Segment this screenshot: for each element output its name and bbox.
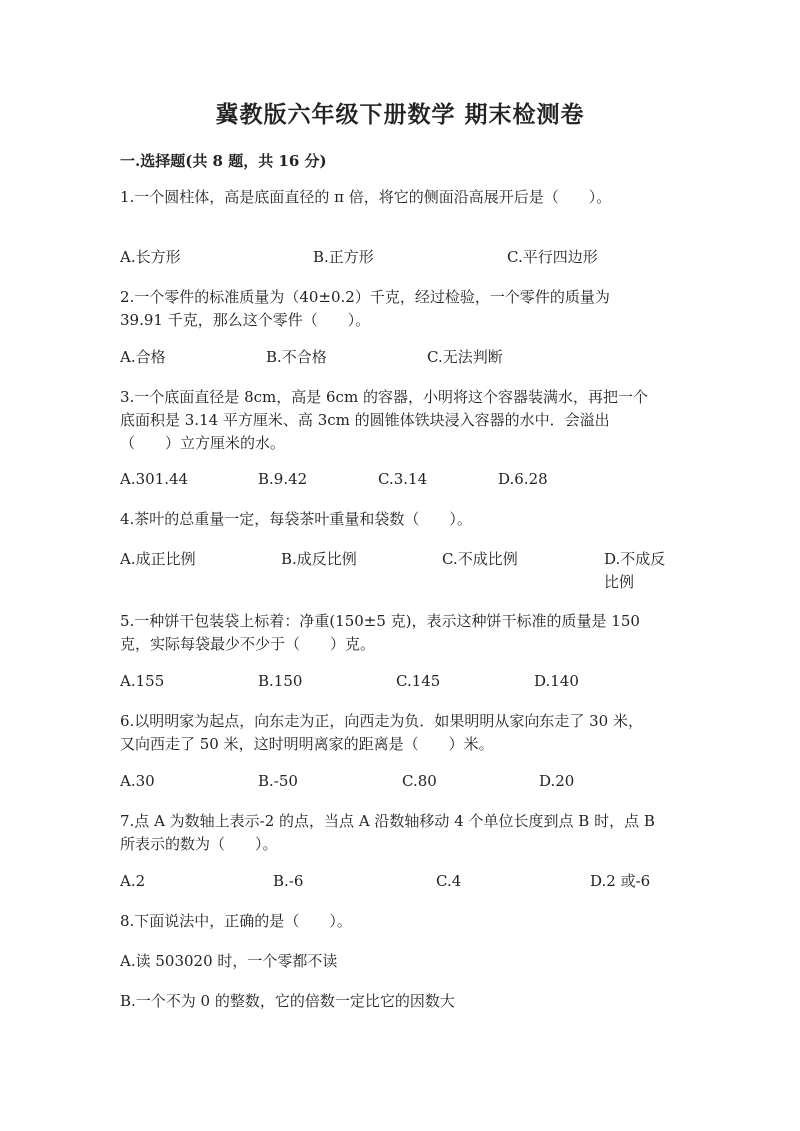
question-3-option-b[interactable]: B.9.42	[258, 470, 308, 488]
question-8	[120, 910, 680, 933]
question-7-option-a[interactable]: A.2	[120, 872, 146, 890]
question-2	[120, 286, 680, 332]
question-5-text-line-2: 克，实际每袋最少不少于（ ）克。	[120, 635, 376, 653]
question-1-option-a[interactable]: A.长方形	[120, 248, 181, 266]
question-4	[120, 508, 680, 531]
question-1-option-b[interactable]: B.正方形	[313, 248, 374, 266]
question-3	[120, 386, 680, 455]
question-4-option-a[interactable]: A.成正比例	[120, 550, 196, 568]
question-3-text-line-2: 底面积是 3.14 平方厘米、高 3cm 的圆锥体铁块浸入容器的水中．会溢出	[120, 411, 610, 429]
question-3-option-c[interactable]: C.3.14	[378, 470, 428, 488]
question-5-option-c[interactable]: C.145	[396, 672, 441, 690]
question-4-option-b[interactable]: B.成反比例	[281, 550, 357, 568]
question-4-option-c[interactable]: C.不成比例	[442, 550, 518, 568]
question-5-text-line-1: 5.一种饼干包装袋上标着：净重(150±5 克)，表示这种饼干标准的质量是 150	[120, 612, 640, 630]
question-4-option-d[interactable]: D.不成反比例	[604, 550, 666, 591]
question-2-text-line-1: 2.一个零件的标准质量为（40±0.2）千克，经过检验，一个零件的质量为	[120, 288, 610, 306]
question-6-options	[120, 770, 680, 794]
question-3-option-d[interactable]: D.6.28	[498, 470, 548, 488]
question-6-option-a[interactable]: A.30	[120, 772, 155, 790]
question-1-options	[120, 246, 680, 270]
question-7	[120, 810, 680, 856]
question-2-option-b[interactable]: B.不合格	[266, 348, 327, 366]
question-6-option-b[interactable]: B.-50	[258, 772, 298, 790]
page-title: 冀教版六年级下册数学 期末检测卷	[215, 101, 585, 128]
question-7-option-d[interactable]: D.2 或-6	[590, 872, 651, 890]
question-5-option-d[interactable]: D.140	[534, 672, 579, 690]
question-1-option-c[interactable]: C.平行四边形	[507, 248, 598, 266]
question-2-options	[120, 346, 680, 370]
question-7-options	[120, 870, 680, 894]
question-1-text: 1.一个圆柱体，高是底面直径的 π 倍，将它的侧面沿高展开后是（ ）。	[120, 188, 612, 206]
question-3-options	[120, 468, 680, 492]
question-3-text-line-3: （ ）立方厘米的水。	[120, 434, 286, 452]
question-1	[120, 186, 680, 209]
question-8-option-a[interactable]	[120, 950, 680, 973]
question-5-options	[120, 670, 680, 694]
question-6-option-c[interactable]: C.80	[402, 772, 437, 790]
question-6-option-d[interactable]: D.20	[539, 772, 575, 790]
question-2-option-a[interactable]: A.合格	[120, 348, 166, 366]
question-7-text-line-2: 所表示的数为（ ）。	[120, 835, 278, 853]
question-8-option-b[interactable]	[120, 990, 680, 1013]
section-heading: 一.选择题(共 8 题，共 16 分)	[120, 152, 327, 170]
question-3-text-line-1: 3.一个底面直径是 8cm，高是 6cm 的容器，小明将这个容器装满水，再把一个	[120, 388, 648, 406]
question-6-text-line-1: 6.以明明家为起点，向东走为正，向西走为负．如果明明从家向东走了 30 米，	[120, 712, 643, 730]
question-2-option-c[interactable]: C.无法判断	[427, 348, 503, 366]
question-4-options	[120, 548, 680, 594]
question-5-option-a[interactable]: A.155	[120, 672, 165, 690]
question-8-text: 8.下面说法中，正确的是（ ）。	[120, 912, 352, 930]
question-6	[120, 710, 680, 756]
question-5-option-b[interactable]: B.150	[258, 672, 303, 690]
question-5	[120, 610, 680, 656]
question-4-text: 4.茶叶的总重量一定，每袋茶叶重量和袋数（ ）。	[120, 510, 472, 528]
question-8-option-b-text: B.一个不为 0 的整数，它的倍数一定比它的因数大	[120, 992, 455, 1010]
question-3-option-a[interactable]: A.301.44	[120, 470, 189, 488]
question-7-text-line-1: 7.点 A 为数轴上表示-2 的点，当点 A 沿数轴移动 4 个单位长度到点 B 时，点 B	[120, 812, 655, 830]
question-2-text-line-2: 39.91 千克，那么这个零件（ ）。	[120, 311, 371, 329]
question-7-option-b[interactable]: B.-6	[273, 872, 304, 890]
question-8-option-a-text: A.读 503020 时，一个零都不读	[120, 952, 338, 970]
question-7-option-c[interactable]: C.4	[436, 872, 462, 890]
question-6-text-line-2: 又向西走了 50 米，这时明明离家的距离是（ ）米。	[120, 735, 494, 753]
